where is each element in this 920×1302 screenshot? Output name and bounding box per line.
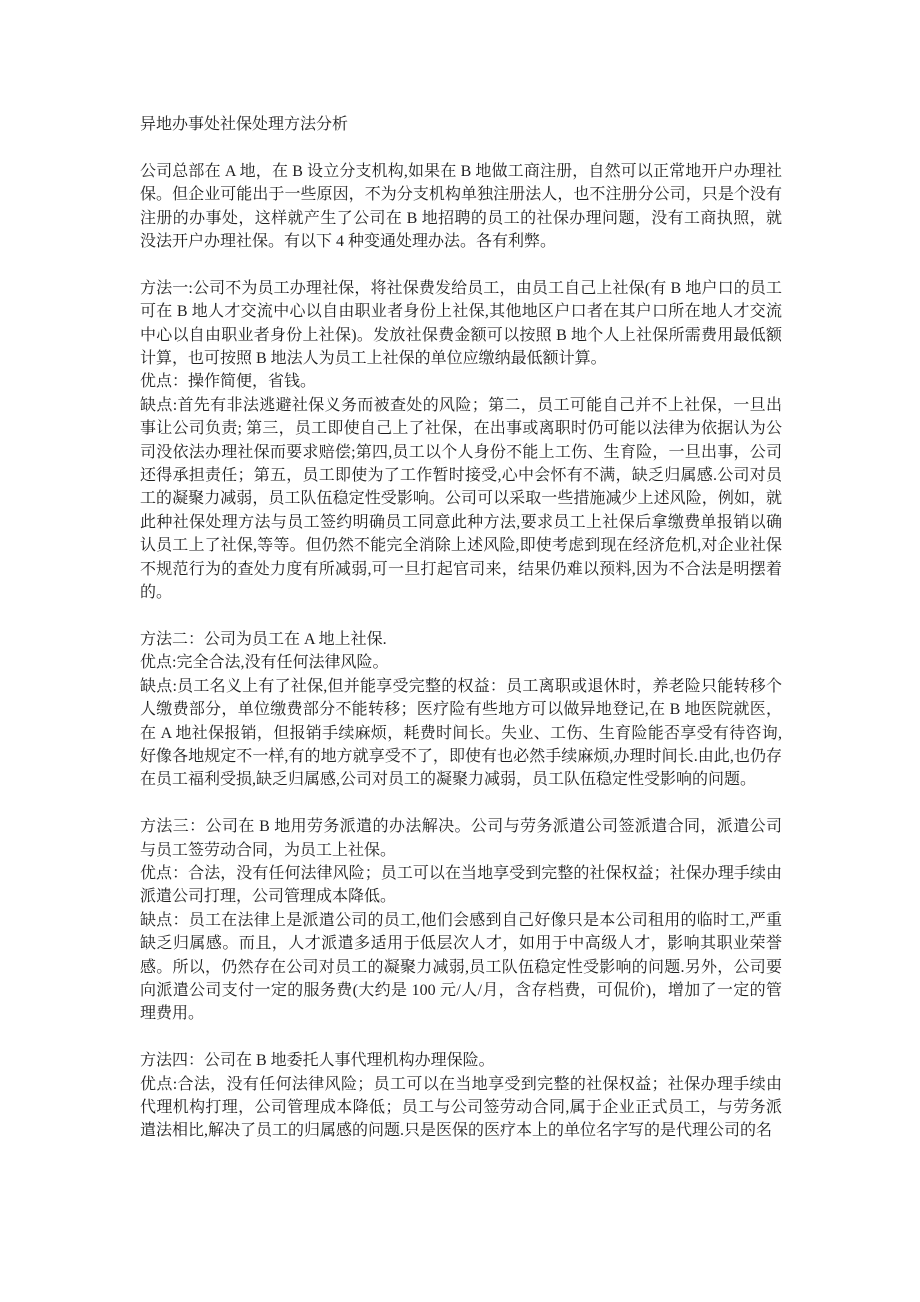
method-1-intro-paragraph: 方法一:公司不为员工办理社保，将社保费发给员工，由员工自己上社保(有 B 地户口的员工可在 B 地人才交流中心以自由职业者身份上社保,其他地区户口者在其户口所在地人才交流中心以自由职业者身份上社保)。发放社保费金额可以按照 B 地个人上社保所需费用最低额计算，也可按照 B 地法人为员工上社保的单位应缴纳最低额计算。: [140, 279, 782, 368]
method-3-intro-paragraph: 方法三：公司在 B 地用劳务派遣的办法解决。公司与劳务派遣公司签派遣合同，派遣公司与员工签劳动合同，为员工上社保。: [140, 818, 782, 859]
method-3-cons-paragraph: 缺点：员工在法律上是派遣公司的员工,他们会感到自己好像只是本公司租用的临时工,严重缺乏归属感。而且，人才派遣多适用于低层次人才，如用于中高级人才，影响其职业荣誉感。所以，仍然存在公司对员工的凝聚力减弱,员工队伍稳定性受影响的问题.另外，公司要向派遣公司支付一定的服务费(大约是 100 元/人/月，含存档费，可侃价)，增加了一定的管理费用。: [140, 911, 782, 1023]
method-2-cons-paragraph: 缺点:员工名义上有了社保,但并能享受完整的权益：员工离职或退休时，养老险只能转移个人缴费部分，单位缴费部分不能转移；医疗险有些地方可以做异地登记,在 B 地医院就医，在 A 地社保报销，但报销手续麻烦，耗费时间长。失业、工伤、生育险能否享受有待咨询,好像各地规定不一样,有的地方就享受不了，即使有也必然手续麻烦,办理时间长.由此,也仍存在员工福利受损,缺乏归属感,公司对员工的凝聚力减弱，员工队伍稳定性受影响的问题。: [140, 677, 782, 789]
method-2-pros-paragraph: 优点:完全合法,没有任何法律风险。: [140, 654, 389, 672]
method-3-pros-paragraph: 优点：合法，没有任何法律风险；员工可以在当地享受到完整的社保权益；社保办理手续由派遣公司打理，公司管理成本降低。: [140, 864, 782, 906]
blank-line: [140, 253, 782, 276]
document-content: [140, 113, 782, 1143]
document-title: 异地办事处社保处理方法分析: [140, 116, 349, 133]
method-2-block: [140, 628, 782, 792]
blank-line: [140, 605, 782, 628]
method-1-block: [140, 277, 782, 605]
method-4-intro-paragraph: 方法四：公司在 B 地委托人事代理机构办理保险。: [140, 1052, 495, 1070]
method-4-pros-paragraph: 优点:合法，没有任何法律风险；员工可以在当地享受到完整的社保权益；社保办理手续由代理机构打理，公司管理成本降低；员工与公司签劳动合同,属于企业正式员工，与劳务派遣法相比,解决了员工的归属感的问题.只是医保的医疗本上的单位名字写的是代理公司的名: [140, 1075, 782, 1140]
blank-line: [140, 1026, 782, 1049]
intro-paragraph: 公司总部在 A 地，在 B 设立分支机构,如果在 B 地做工商注册，自然可以正常地开户办理社保。但企业可能出于一些原因，不为分支机构单独注册法人，也不注册分公司，只是个没有注册的办事处，这样就产生了公司在 B 地招聘的员工的社保办理问题，没有工商执照，就没法开户办理社保。有以下 4 种变通处理办法。各有利弊。: [140, 162, 782, 251]
blank-line: [140, 792, 782, 815]
blank-line: [140, 136, 782, 159]
method-1-cons-paragraph: 缺点:首先有非法逃避社保义务而被查处的风险；第二，员工可能自己并不上社保，一旦出事让公司负责; 第三，员工即使自己上了社保，在出事或离职时仍可能以法律为依据认为公司没依法办理社保而要求赔偿;第四,员工以个人身份不能上工伤、生育险，一旦出事，公司还得承担责任；第五，员工即使为了工作暂时接受,心中会怀有不满，缺乏归属感.公司对员工的凝聚力减弱，员工队伍稳定性受影响。公司可以采取一些措施减少上述风险，例如，就此种社保处理方法与员工签约明确员工同意此种方法,要求员工上社保后拿缴费单报销以确认员工上了社保,等等。但仍然不能完全消除上述风险,即使考虑到现在经济危机,对企业社保不规范行为的查处力度有所减弱,可一旦打起官司来，结果仍难以预料,因为不合法是明摆着的。: [140, 396, 782, 602]
method-2-intro-paragraph: 方法二：公司为员工在 A 地上社保.: [140, 630, 387, 648]
method-3-block: [140, 815, 782, 1026]
method-4-block: [140, 1049, 782, 1143]
method-1-pros-paragraph: 优点：操作简便，省钱。: [140, 373, 317, 391]
